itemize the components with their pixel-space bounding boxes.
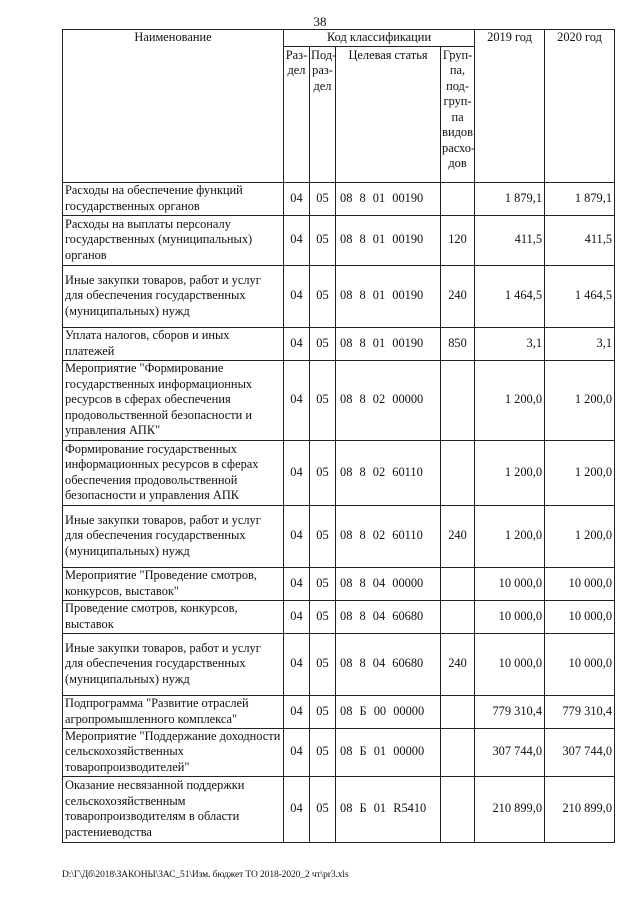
row-target: 08 8 01 00190 (336, 327, 441, 360)
row-podrazdel: 05 (310, 776, 336, 842)
row-target: 08 8 01 00190 (336, 265, 441, 327)
table-row (63, 633, 615, 695)
row-razdel: 04 (284, 728, 310, 776)
row-podrazdel: 05 (310, 600, 336, 633)
row-2020: 779 310,4 (545, 695, 615, 728)
header-podrazdel: Под- раз- дел (310, 46, 336, 182)
row-razdel: 04 (284, 215, 310, 265)
row-group: 850 (441, 327, 475, 360)
row-podrazdel: 05 (310, 440, 336, 505)
header-year-2020: 2020 год (545, 30, 615, 183)
row-2019: 1 464,5 (475, 265, 545, 327)
table-row (63, 600, 615, 633)
row-2020: 1 200,0 (545, 360, 615, 440)
row-podrazdel: 05 (310, 360, 336, 440)
file-path-footer: D:\Г\Дб\2018\ЗАКОНЫ\ЗАС_51\Изм. бюджет ТО 2018-2020_2 чт\рr3.xls (62, 870, 349, 880)
row-2020: 1 200,0 (545, 505, 615, 567)
table-row (63, 695, 615, 728)
row-name: Проведение смотров, конкурсов, выставок (63, 600, 284, 633)
row-group (441, 600, 475, 633)
row-razdel: 04 (284, 327, 310, 360)
table-row (63, 567, 615, 600)
row-name: Уплата налогов, сборов и иных платежей (63, 327, 284, 360)
row-podrazdel: 05 (310, 182, 336, 215)
row-target: 08 8 02 60110 (336, 505, 441, 567)
page-number: 38 (313, 14, 327, 29)
row-name: Мероприятие "Поддержание доходности сельскохозяйственных товаропроизводителей" (63, 728, 284, 776)
budget-table (62, 29, 615, 843)
row-target: 08 8 02 60110 (336, 440, 441, 505)
row-2019: 1 200,0 (475, 505, 545, 567)
table-row (63, 360, 615, 440)
table-row (63, 182, 615, 215)
row-2019: 779 310,4 (475, 695, 545, 728)
row-name: Мероприятие "Формирование государственных информационных ресурсов в сферах обеспечения продовольственной безопасности и управления АПК" (63, 360, 284, 440)
row-razdel: 04 (284, 360, 310, 440)
row-2019: 210 899,0 (475, 776, 545, 842)
table-row (63, 728, 615, 776)
header-name: Наименование (63, 30, 284, 183)
row-2020: 307 744,0 (545, 728, 615, 776)
header-code: Код классификации (284, 30, 475, 47)
table-row (63, 215, 615, 265)
row-razdel: 04 (284, 633, 310, 695)
row-group (441, 728, 475, 776)
row-podrazdel: 05 (310, 695, 336, 728)
row-podrazdel: 05 (310, 633, 336, 695)
row-podrazdel: 05 (310, 567, 336, 600)
row-target: 08 8 01 00190 (336, 215, 441, 265)
row-2019: 1 879,1 (475, 182, 545, 215)
row-2020: 210 899,0 (545, 776, 615, 842)
table-row (63, 265, 615, 327)
row-name: Оказание несвязанной поддержки сельскохозяйственным товаропроизводителям в области растениеводства (63, 776, 284, 842)
row-2020: 10 000,0 (545, 600, 615, 633)
row-2019: 1 200,0 (475, 440, 545, 505)
row-2020: 10 000,0 (545, 633, 615, 695)
row-group (441, 567, 475, 600)
row-target: 08 Б 01 00000 (336, 728, 441, 776)
row-name: Расходы на обеспечение функций государственных органов (63, 182, 284, 215)
row-group: 120 (441, 215, 475, 265)
header-row-top (63, 30, 615, 47)
row-2020: 3,1 (545, 327, 615, 360)
row-group (441, 360, 475, 440)
row-razdel: 04 (284, 600, 310, 633)
header-target: Целевая статья (336, 46, 441, 182)
header-year-2019: 2019 год (475, 30, 545, 183)
table-row (63, 440, 615, 505)
row-name: Иные закупки товаров, работ и услуг для обеспечения государственных (муниципальных) нужд (63, 265, 284, 327)
header-group: Груп- па, под- груп- па видов расхо- дов (441, 46, 475, 182)
row-group: 240 (441, 633, 475, 695)
row-name: Иные закупки товаров, работ и услуг для обеспечения государственных (муниципальных) нужд (63, 505, 284, 567)
row-group: 240 (441, 265, 475, 327)
row-2020: 1 879,1 (545, 182, 615, 215)
row-2020: 1 464,5 (545, 265, 615, 327)
row-name: Формирование государственных информационных ресурсов в сферах обеспечения продовольственной безопасности и управления АПК (63, 440, 284, 505)
row-razdel: 04 (284, 567, 310, 600)
row-2020: 10 000,0 (545, 567, 615, 600)
row-target: 08 8 04 00000 (336, 567, 441, 600)
row-2019: 307 744,0 (475, 728, 545, 776)
row-name: Мероприятие "Проведение смотров, конкурсов, выставок" (63, 567, 284, 600)
row-podrazdel: 05 (310, 728, 336, 776)
row-target: 08 8 04 60680 (336, 633, 441, 695)
row-2019: 10 000,0 (475, 567, 545, 600)
row-target: 08 8 01 00190 (336, 182, 441, 215)
row-razdel: 04 (284, 776, 310, 842)
row-group (441, 440, 475, 505)
row-razdel: 04 (284, 695, 310, 728)
row-group (441, 182, 475, 215)
row-group (441, 776, 475, 842)
row-2019: 1 200,0 (475, 360, 545, 440)
row-name: Расходы на выплаты персоналу государственных (муниципальных) органов (63, 215, 284, 265)
row-2020: 411,5 (545, 215, 615, 265)
row-razdel: 04 (284, 182, 310, 215)
row-target: 08 Б 01 R5410 (336, 776, 441, 842)
row-target: 08 8 04 60680 (336, 600, 441, 633)
row-podrazdel: 05 (310, 327, 336, 360)
row-group: 240 (441, 505, 475, 567)
row-razdel: 04 (284, 440, 310, 505)
row-podrazdel: 05 (310, 505, 336, 567)
row-podrazdel: 05 (310, 215, 336, 265)
row-2019: 10 000,0 (475, 633, 545, 695)
row-target: 08 8 02 00000 (336, 360, 441, 440)
row-group (441, 695, 475, 728)
header-razdel: Раз- дел (284, 46, 310, 182)
row-target: 08 Б 00 00000 (336, 695, 441, 728)
row-podrazdel: 05 (310, 265, 336, 327)
row-razdel: 04 (284, 505, 310, 567)
row-2019: 3,1 (475, 327, 545, 360)
row-2020: 1 200,0 (545, 440, 615, 505)
table-row (63, 327, 615, 360)
row-2019: 10 000,0 (475, 600, 545, 633)
table-row (63, 505, 615, 567)
row-name: Подпрограмма "Развитие отраслей агропромышленного комплекса" (63, 695, 284, 728)
row-2019: 411,5 (475, 215, 545, 265)
table-row (63, 776, 615, 842)
row-name: Иные закупки товаров, работ и услуг для обеспечения государственных (муниципальных) нужд (63, 633, 284, 695)
row-razdel: 04 (284, 265, 310, 327)
